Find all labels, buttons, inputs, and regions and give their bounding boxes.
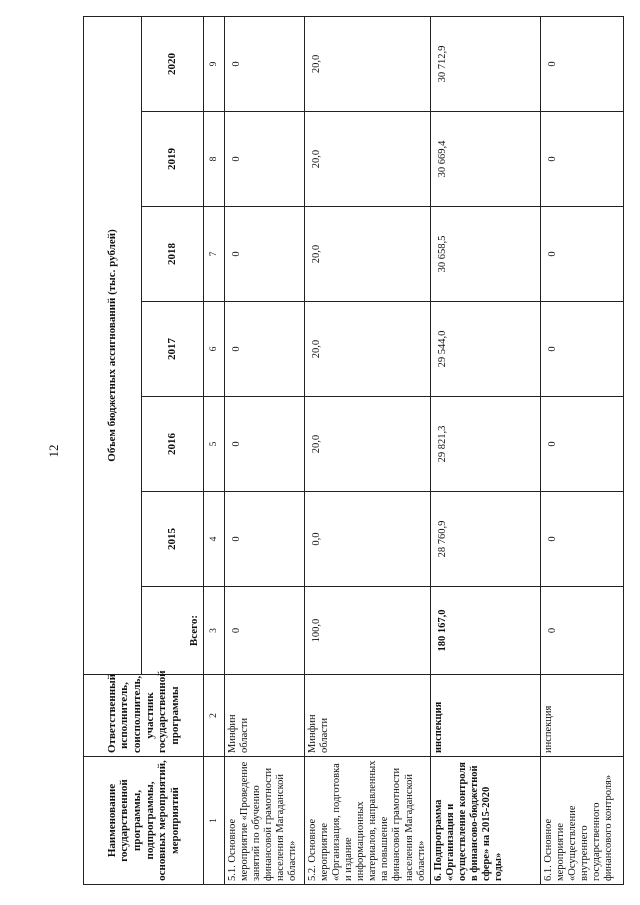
table-row xyxy=(540,16,623,884)
row-responsible: Минфин области xyxy=(305,675,431,757)
header-year-2017: 2017 xyxy=(142,302,204,397)
index-cell: 3 xyxy=(204,587,225,675)
header-name: Наименование государственной программы, подпрограммы, основных мероприятий, мероприятий xyxy=(84,757,204,885)
index-cell: 9 xyxy=(204,16,225,111)
row-value-2018: 0 xyxy=(225,207,305,302)
row-responsible: Минфин области xyxy=(225,675,305,757)
row-value-2019: 0 xyxy=(540,112,623,207)
index-cell: 4 xyxy=(204,492,225,587)
row-value-2020: 0 xyxy=(225,16,305,111)
header-year-2018: 2018 xyxy=(142,207,204,302)
row-value-2016: 29 821,3 xyxy=(430,397,540,492)
header-year-2019: 2019 xyxy=(142,112,204,207)
row-value-2017: 0 xyxy=(540,302,623,397)
row-total: 100,0 xyxy=(305,587,431,675)
row-value-2016: 0 xyxy=(225,397,305,492)
row-value-2015: 28 760,9 xyxy=(430,492,540,587)
row-total: 180 167,0 xyxy=(430,587,540,675)
row-value-2020: 20,0 xyxy=(305,16,431,111)
index-cell: 5 xyxy=(204,397,225,492)
row-value-2018: 0 xyxy=(540,207,623,302)
row-value-2017: 29 544,0 xyxy=(430,302,540,397)
row-total: 0 xyxy=(540,587,623,675)
row-value-2019: 0 xyxy=(225,112,305,207)
row-total: 0 xyxy=(225,587,305,675)
header-total: Всего: xyxy=(142,587,204,675)
row-value-2015: 0,0 xyxy=(305,492,431,587)
budget-table xyxy=(83,16,624,885)
index-cell: 2 xyxy=(204,675,225,757)
index-cell: 7 xyxy=(204,207,225,302)
row-value-2015: 0 xyxy=(225,492,305,587)
row-value-2020: 0 xyxy=(540,16,623,111)
index-row xyxy=(204,16,225,884)
row-value-2016: 20,0 xyxy=(305,397,431,492)
header-year-2020: 2020 xyxy=(142,16,204,111)
index-cell: 6 xyxy=(204,302,225,397)
row-name: 6.1. Основное мероприятие «Осуществление внутреннего государственного финансового контроля» xyxy=(540,757,623,885)
row-value-2018: 30 658,5 xyxy=(430,207,540,302)
row-value-2020: 30 712,9 xyxy=(430,16,540,111)
index-cell: 1 xyxy=(204,757,225,885)
table-row xyxy=(430,16,540,884)
header-year-2015: 2015 xyxy=(142,492,204,587)
header-budget: Объем бюджетных ассигнований (тыс. рублей) xyxy=(84,16,142,674)
row-name: 6. Подпрограмма «Организация и осуществление контроля в финансово-бюджетной сфере» на 2015-2020 годы» xyxy=(430,757,540,885)
row-value-2017: 20,0 xyxy=(305,302,431,397)
row-responsible: инспекция xyxy=(430,675,540,757)
row-value-2016: 0 xyxy=(540,397,623,492)
index-cell: 8 xyxy=(204,112,225,207)
row-value-2018: 20,0 xyxy=(305,207,431,302)
row-value-2017: 0 xyxy=(225,302,305,397)
table-row xyxy=(225,16,305,884)
header-year-2016: 2016 xyxy=(142,397,204,492)
row-value-2015: 0 xyxy=(540,492,623,587)
table-row xyxy=(305,16,431,884)
rotated-table-wrapper xyxy=(83,17,614,885)
header-responsible: Ответственный исполнитель, соисполнитель, участник государственной программы xyxy=(84,675,204,757)
row-value-2019: 30 669,4 xyxy=(430,112,540,207)
row-value-2019: 20,0 xyxy=(305,112,431,207)
page-number: 12 xyxy=(46,444,61,458)
row-name: 5.2. Основное мероприятие «Организация, подготовка и издание информационных материалов, направленных на повышение финансовой грамотности населения Магаданской области» xyxy=(305,757,431,885)
row-responsible: инспекция xyxy=(540,675,623,757)
row-name: 5.1. Основное мероприятие «Проведение занятий по обучению финансовой грамотности населения Магаданской области» xyxy=(225,757,305,885)
